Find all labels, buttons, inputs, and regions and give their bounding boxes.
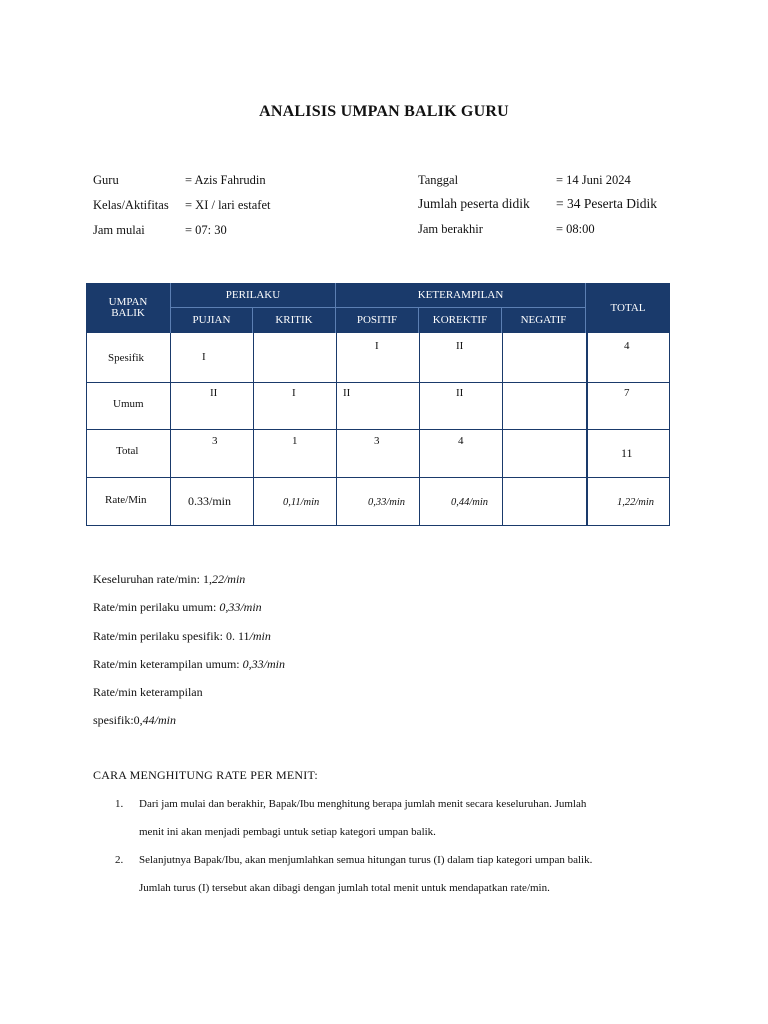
header-umpan-balik: UMPAN BALIK [86, 283, 170, 333]
table-cell: II [456, 340, 464, 352]
header-negatif: NEGATIF [502, 308, 586, 333]
summary-keterampilan-umum: Rate/min keterampilan umum: 0,33/min [93, 657, 285, 671]
table-cell: 0,44/min [451, 497, 489, 508]
table-cell: 1,22/min [617, 497, 655, 508]
table-cell: II [210, 387, 218, 399]
table-cell: 0,11/min [283, 497, 320, 508]
table-cell: I [375, 340, 379, 352]
feedback-table [86, 283, 670, 526]
jam-mulai-value: = 07: 30 [185, 223, 227, 237]
table-cell: 0.33/min [188, 494, 232, 508]
summary-keterampilan-spesifik-line1: Rate/min keterampilan [93, 685, 203, 699]
row-label: Total [116, 445, 139, 457]
step-text: Selanjutnya Bapak/Ibu, akan menjumlahkan semua hitungan turus (I) dalam tiap kategori umpan balik. [139, 854, 593, 866]
summary-keterampilan-spesifik: spesifik:0,44/min [93, 713, 177, 727]
header-perilaku: PERILAKU [170, 283, 336, 308]
header-korektif: KOREKTIF [419, 308, 502, 333]
tanggal-value: = 14 Juni 2024 [556, 173, 631, 187]
row-label: Spesifik [108, 352, 145, 364]
summary-keseluruhan: Keseluruhan rate/min: 1,22/min [93, 572, 246, 586]
jam-berakhir-value: = 08:00 [556, 222, 595, 236]
header-positif: POSITIF [336, 308, 419, 333]
step-text: Dari jam mulai dan berakhir, Bapak/Ibu menghitung berapa jumlah menit secara keseluruhan. Jumlah [139, 798, 587, 810]
tanggal-label: Tanggal [418, 173, 459, 187]
row-label: Rate/Min [105, 494, 147, 506]
step-text: Jumlah turus (I) tersebut akan dibagi dengan jumlah total menit untuk mendapatkan rate/min. [139, 882, 550, 894]
step-number: 1. [115, 798, 124, 810]
step-text: menit ini akan menjadi pembagi untuk setiap kategori umpan balik. [139, 826, 436, 838]
step-number: 2. [115, 854, 124, 866]
header-total: TOTAL [586, 283, 670, 333]
table-cell: II [343, 387, 351, 399]
header-pujian: PUJIAN [170, 308, 253, 333]
table-cell: 11 [621, 446, 633, 460]
page-title: ANALISIS UMPAN BALIK GURU [259, 103, 509, 120]
kelas-label: Kelas/Aktifitas [93, 198, 169, 212]
row-label: Umum [113, 398, 144, 410]
table-cell: I [202, 351, 206, 363]
table-cell: 0,33/min [368, 497, 406, 508]
jam-mulai-label: Jam mulai [93, 223, 145, 237]
jumlah-peserta-label: Jumlah peserta didik [418, 196, 530, 211]
kelas-value: = XI / lari estafet [185, 198, 271, 212]
header-keterampilan: KETERAMPILAN [336, 283, 586, 308]
guru-value: = Azis Fahrudin [185, 173, 266, 187]
table-cell: 1 [292, 435, 298, 447]
summary-perilaku-spesifik: Rate/min perilaku spesifik: 0. 11/min [93, 629, 271, 643]
table-cell: 7 [624, 387, 630, 399]
header-kritik: KRITIK [253, 308, 336, 333]
jam-berakhir-label: Jam berakhir [418, 222, 483, 236]
table-cell: 3 [374, 435, 380, 447]
table-cell: I [292, 387, 296, 399]
table-cell: 4 [624, 340, 630, 352]
jumlah-peserta-value: = 34 Peserta Didik [556, 196, 657, 211]
table-cell: II [456, 387, 464, 399]
table-cell: 3 [212, 435, 218, 447]
table-cell: 4 [458, 435, 464, 447]
guru-label: Guru [93, 173, 119, 187]
summary-perilaku-umum: Rate/min perilaku umum: 0,33/min [93, 600, 262, 614]
steps-heading: CARA MENGHITUNG RATE PER MENIT: [93, 768, 318, 782]
